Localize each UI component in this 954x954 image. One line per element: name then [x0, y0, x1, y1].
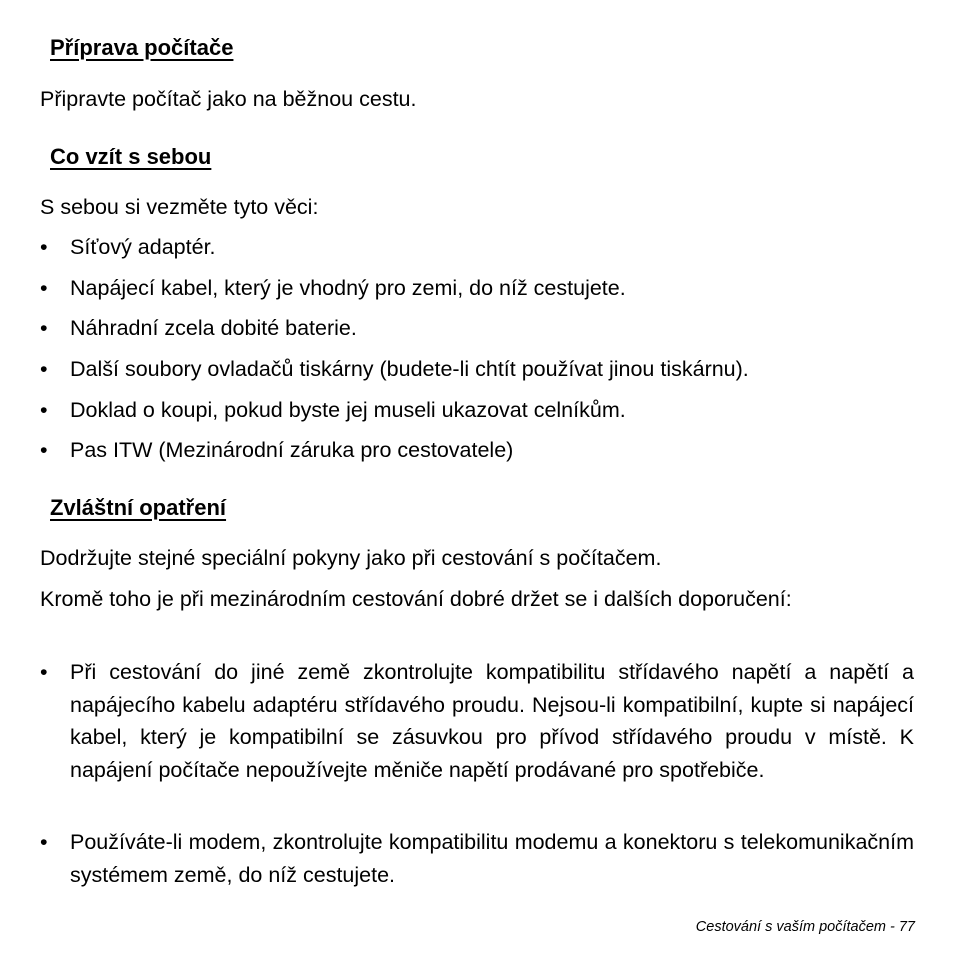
paragraph-bring-intro: S sebou si vezměte tyto věci:	[40, 195, 319, 219]
heading-priprava-pocitace: Příprava počítače	[50, 35, 234, 60]
list-item	[40, 656, 914, 786]
paragraph-prepare-computer: Připravte počítač jako na běžnou cestu.	[40, 87, 417, 111]
list-item-text: Náhradní zcela dobité baterie.	[70, 316, 357, 340]
list-item	[40, 312, 914, 345]
bullet-icon: •	[40, 398, 48, 422]
paragraph-international-intro: Kromě toho je při mezinárodním cestování dobré držet se i dalších doporučení:	[40, 587, 792, 611]
list-item	[40, 826, 914, 891]
bullet-icon: •	[40, 357, 48, 381]
heading-co-vzit-s-sebou: Co vzít s sebou	[50, 144, 212, 169]
bullet-icon: •	[40, 235, 48, 259]
list-item	[40, 434, 914, 467]
list-item	[40, 272, 914, 305]
list-item-text: Doklad o koupi, pokud byste jej museli ukazovat celníkům.	[70, 398, 626, 422]
list-item	[40, 394, 914, 427]
bullet-icon: •	[40, 316, 48, 340]
bullet-icon: •	[40, 830, 48, 854]
paragraph-special-instructions: Dodržujte stejné speciální pokyny jako při cestování s počítačem.	[40, 546, 662, 570]
bullet-icon: •	[40, 438, 48, 462]
page-footer: Cestování s vaším počítačem - 77	[695, 919, 915, 935]
heading-zvlastni-opatreni: Zvláštní opatření	[50, 495, 227, 520]
bullet-icon: •	[40, 660, 48, 684]
list-item-text: Pas ITW (Mezinárodní záruka pro cestovatele)	[70, 438, 514, 462]
list-item	[40, 353, 914, 386]
list-item	[40, 231, 914, 264]
list-item-text: Napájecí kabel, který je vhodný pro zemi, do níž cestujete.	[70, 276, 626, 300]
list-item-text: Používáte-li modem, zkontrolujte kompatibilitu modemu a konektoru s telekomunikačním systémem země, do níž cestujete.	[70, 830, 914, 887]
list-item-text: Síťový adaptér.	[70, 235, 216, 259]
list-item-text: Další soubory ovladačů tiskárny (budete-li chtít používat jinou tiskárnu).	[70, 357, 749, 381]
bullet-icon: •	[40, 276, 48, 300]
list-item-text: Při cestování do jiné země zkontrolujte kompatibilitu střídavého napětí a napětí a napájecího kabelu adaptéru střídavého proudu. Nejsou-li kompatibilní, kupte si napájecí kabel, který je kompatibilní se zásuvkou pro přívod střídavého proudu v místě. K napájení počítače nepoužívejte měniče napětí prodávané pro spotřebiče.	[70, 660, 914, 782]
